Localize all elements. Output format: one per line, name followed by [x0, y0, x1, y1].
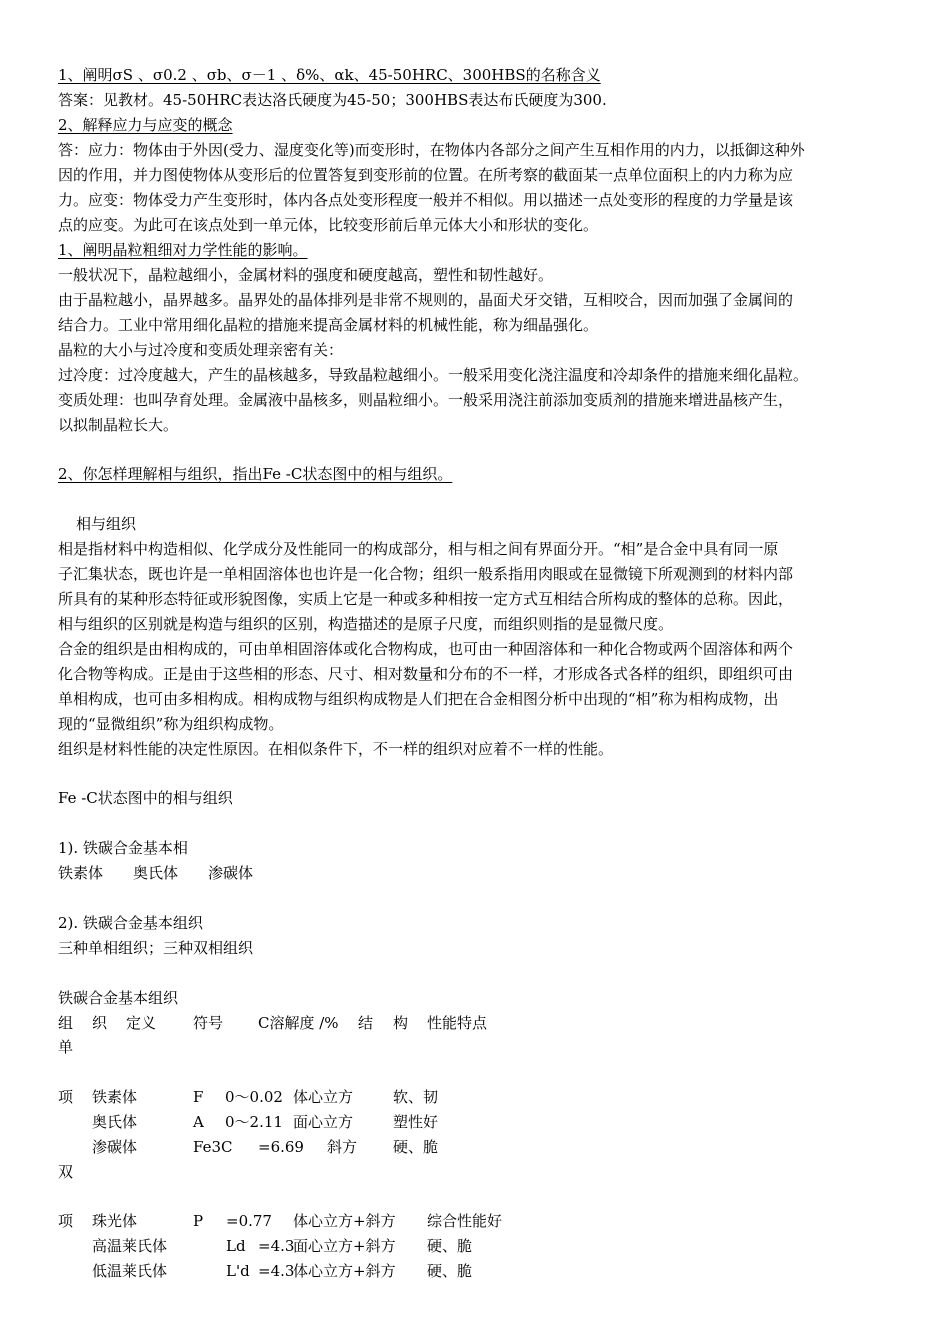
- paragraph-line: 力。应变：物体受力产生变形时，体内各点处变形程度一般并不相似。用以描述一点处变形的程度的力学量是该: [58, 191, 794, 209]
- heading-4: 2、你怎样理解相与组织，指出Fe -C状态图中的相与组织。: [58, 465, 453, 483]
- paragraph-line: 以拟制晶粒长大。: [58, 416, 179, 434]
- list-heading: 2). 铁碳合金基本组织: [58, 914, 203, 932]
- cell-property: 软、韧: [393, 1088, 439, 1106]
- paragraph-line: 结合力。工业中常用细化晶粒的措施来提高金属材料的机械性能，称为细晶强化。: [58, 316, 599, 334]
- table-header-cell: 性能特点: [427, 1014, 488, 1032]
- cell-name: 低温莱氏体: [92, 1262, 168, 1280]
- group-label-double: 双: [58, 1163, 74, 1181]
- cell-symbol: A: [193, 1113, 204, 1131]
- cell-symbol: L'd: [226, 1262, 250, 1280]
- paragraph-line: 点的应变。为此可在该点处到一单元体，比较变形前后单元体大小和形状的变化。: [58, 216, 599, 234]
- cell-symbol: F: [193, 1088, 204, 1106]
- cell-name: 铁素体: [92, 1088, 138, 1106]
- cell-name: 高温莱氏体: [92, 1237, 168, 1255]
- cell-carbon: 0～0.02: [225, 1088, 283, 1106]
- heading-1: 1、阐明σS 、σ0.2 、σb、σ－1 、δ%、αk、45-50HRC、300HBS的名称含义: [58, 66, 601, 84]
- paragraph-line: 晶粒的大小与过冷度和变质处理亲密有关：: [58, 341, 344, 359]
- paragraph-line: 相是指材料中构造相似、化学成分及性能同一的构成部分，相与相之间有界面分开。“相”是合金中具有同一原: [58, 540, 779, 558]
- group-label-item: 项: [58, 1088, 74, 1106]
- paragraph-line: 组织是材料性能的决定性原因。在相似条件下，不一样的组织对应着不一样的性能。: [58, 740, 614, 758]
- heading-3: 1、阐明晶粒粗细对力学性能的影响。: [58, 241, 308, 259]
- table-header-cell: 构: [393, 1014, 409, 1032]
- paragraph-line: 化合物等构成。正是由于这些相的形态、尺寸、相对数量和分布的不一样，才形成各式各样的组织，即组织可由: [58, 665, 794, 683]
- cell-property: 硬、脆: [427, 1237, 473, 1255]
- group-label-single: 单: [58, 1038, 74, 1056]
- cell-carbon: =0.77: [226, 1212, 272, 1230]
- paragraph-line: 答：应力：物体由于外因(受力、湿度变化等)而变形时，在物体内各部分之间产生互相作用的内力，以抵御这种外: [58, 141, 805, 159]
- section-title: 相与组织: [76, 515, 137, 533]
- paragraph-line: 相与组织的区别就是构造与组织的区别，构造描述的是原子尺度，而组织则指的是显微尺度。: [58, 615, 674, 633]
- table-header-cell: 结: [358, 1014, 374, 1032]
- paragraph-line: 三种单相组织；三种双相组织: [58, 939, 254, 957]
- paragraph-line: 由于晶粒越小，晶界越多。晶界处的晶体排列是非常不规则的，晶面犬牙交错，互相咬合，因而加强了金属间的: [58, 291, 794, 309]
- cell-property: 综合性能好: [427, 1212, 503, 1230]
- table-header-cell: 符号: [193, 1014, 224, 1032]
- list-heading: 1). 铁碳合金基本相: [58, 839, 188, 857]
- group-label-item: 项: [58, 1212, 74, 1230]
- paragraph-line: 因的作用，并力图使物体从变形后的位置答复到变形前的位置。在所考察的截面某一点单位面积上的内力称为应: [58, 166, 794, 184]
- paragraph-line: 子汇集状态，既也许是一单相固溶体也也许是一化合物；组织一般系指用肉眼或在显微镜下所观测到的材料内部: [58, 565, 794, 583]
- cell-symbol: Ld: [226, 1237, 246, 1255]
- table-title: 铁碳合金基本组织: [58, 989, 179, 1007]
- cell-structure: 体心立方+斜方: [293, 1212, 396, 1230]
- heading-2: 2、解释应力与应变的概念: [58, 116, 233, 134]
- paragraph-line: 单相构成，也可由多相构成。相构成物与组织构成物是人们把在合金相图分析中出现的“相”称为相构成物，出: [58, 690, 779, 708]
- cell-carbon: =6.69: [258, 1138, 304, 1156]
- cell-name: 奥氏体: [92, 1113, 138, 1131]
- cell-symbol: P: [193, 1212, 204, 1230]
- cell-carbon: =4.3: [258, 1237, 295, 1255]
- paragraph-line: 一般状况下，晶粒越细小，金属材料的强度和硬度越高，塑性和韧性越好。: [58, 266, 554, 284]
- cell-structure: 体心立方: [293, 1088, 354, 1106]
- paragraph-line: 铁素体 奥氏体 渗碳体: [58, 864, 254, 882]
- cell-name: 珠光体: [92, 1212, 138, 1230]
- paragraph-line: 变质处理：也叫孕育处理。金属液中晶核多，则晶粒细小。一般采用浇注前添加变质剂的措施来增进晶核产生，: [58, 391, 794, 409]
- cell-structure: 面心立方+斜方: [293, 1237, 396, 1255]
- table-header-cell: C溶解度 /%: [258, 1014, 339, 1032]
- paragraph-line: 所具有的某种形态特征或形貌图像，实质上它是一种或多种相按一定方式互相结合所构成的整体的总称。因此，: [58, 590, 794, 608]
- cell-structure: 体心立方+斜方: [293, 1262, 396, 1280]
- table-header-cell: 组: [58, 1014, 74, 1032]
- table-header-cell: 定义: [126, 1014, 157, 1032]
- cell-name: 渗碳体: [92, 1138, 138, 1156]
- cell-property: 硬、脆: [393, 1138, 439, 1156]
- section-title: Fe -C状态图中的相与组织: [58, 789, 233, 807]
- paragraph-line: 现的“显微组织”称为组织构成物。: [58, 715, 284, 733]
- cell-symbol: Fe3C: [193, 1138, 233, 1156]
- cell-structure: 斜方: [327, 1138, 358, 1156]
- cell-carbon: 0～2.11: [225, 1113, 283, 1131]
- paragraph-line: 合金的组织是由相构成的，可由单相固溶体或化合物构成，也可由一种固溶体和一种化合物或两个固溶体和两个: [58, 640, 794, 658]
- paragraph-line: 答案：见教材。45-50HRC表达洛氏硬度为45-50；300HBS表达布氏硬度为300.: [58, 91, 607, 109]
- paragraph-line: 过冷度：过冷度越大，产生的晶核越多，导致晶粒越细小。一般采用变化浇注温度和冷却条件的措施来细化晶粒。: [58, 366, 809, 384]
- table-header-cell: 织: [92, 1014, 108, 1032]
- cell-structure: 面心立方: [293, 1113, 354, 1131]
- cell-property: 塑性好: [393, 1113, 439, 1131]
- cell-property: 硬、脆: [427, 1262, 473, 1280]
- cell-carbon: =4.3: [258, 1262, 295, 1280]
